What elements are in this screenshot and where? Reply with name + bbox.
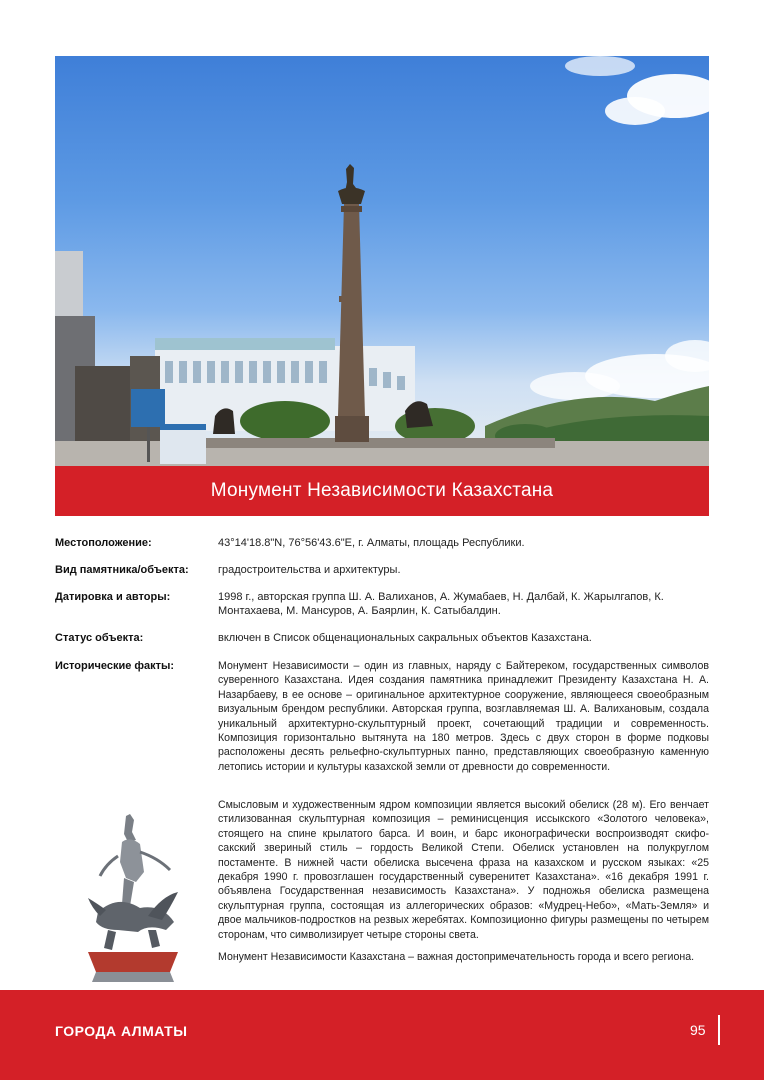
field-value: градостроительства и архитектуры. [218, 564, 401, 576]
field-label: Исторические факты: [55, 660, 175, 672]
footer-section-title: ГОРОДА АЛМАТЫ [55, 1023, 188, 1039]
field-label: Статус объекта: [55, 632, 144, 644]
body-paragraph: Смысловым и художественным ядром композиции является высокий обелиск (28 м). Его венчает стилизованная скульптурная композиция – реминисценция иссыкского «Золотого человека», стоящего на спине крылатого барса. И воин, и барс иконографически воспроизводят скифо-сакский звериный стиль – гордость Великой Степи. Обелиск установлен на полукруглом постаменте. В нижней части обелиска высечена фраза на казахском и русском языках: «25 декабря 1990 г. провозглашен государственный суверенитет Казахстана». «16 декабря 1991 г. объявлена Государственная независимость Казахстана». У подножья обелиска размещена скульптурная группа, состоящая из аллегорических образов: «Мудрец-Небо», «Мать-Земля» и двое мальчиков-подростков на резвых жеребятах. Композиционно фигуры размещены по четырем сторонам, что символизирует четыре стороны света. [218, 799, 709, 941]
monument-photo [55, 56, 709, 466]
page-number: 95 [690, 1022, 706, 1038]
title-banner [55, 466, 709, 516]
body-paragraph: Монумент Независимости Казахстана – важная достопримечательность города и всего региона. [218, 951, 695, 963]
field-value: Монумент Независимости – один из главных, наряду с Байтереком, государственных символов суверенного Казахстана. Идея создания памятника принадлежит Президенту Казахстана Н. А. Назарбаеву, в ее основе – оригинальное архитектурное сооружение, являющееся своеобразным визуальным брендом республики. Авторская группа, возглавляемая Ш. А. Валихановым, создала уникальный архитектурно-скульптурный проект, сочетающий традиции и современность. Композиция горизонтально вытянута на 180 метров. Здесь с двух сторон в форме подковы расположены десять рельефно-скульптурных панно, представляющих своеобразную каменную летопись истории и культуры казахской земли от древности до современности. [218, 660, 709, 773]
field-label: Вид памятника/объекта: [55, 564, 189, 576]
field-label: Датировка и авторы: [55, 591, 171, 603]
field-label: Местоположение: [55, 537, 152, 549]
field-value: 1998 г., авторская группа Ш. А. Валиханов, А. Жумабаев, Н. Далбай, К. Жарылгапов, К. Монтахаева, М. Мансуров, А. Баярлин, К. Сатыбалдин. [218, 591, 664, 617]
statue-illustration [78, 812, 188, 982]
page-title: Монумент Независимости Казахстана [210, 480, 554, 501]
field-value: 43°14'18.8"N, 76°56'43.6"E, г. Алматы, площадь Республики. [218, 537, 525, 549]
field-value: включен в Список общенациональных сакральных объектов Казахстана. [218, 632, 592, 644]
page-number-divider [718, 1015, 720, 1045]
